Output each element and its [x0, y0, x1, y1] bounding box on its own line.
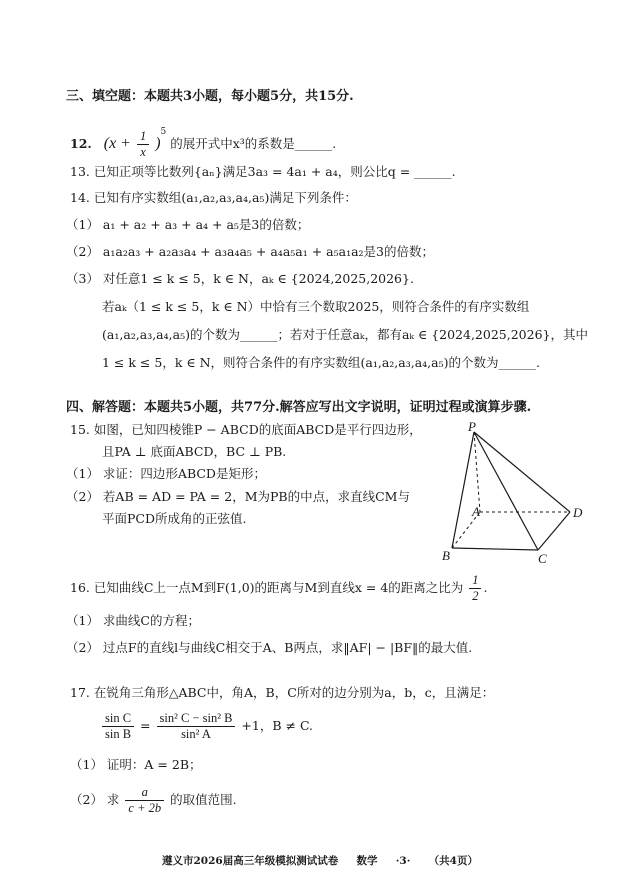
q15-part-2: （2） 若AB = AD = PA = 2，M为PB的中点，求直线CM与 — [66, 489, 410, 504]
edge-CD — [538, 512, 570, 550]
question-12 — [70, 116, 336, 160]
q16-fraction — [469, 573, 481, 604]
q17-part-2-den: c + 2b — [128, 801, 162, 815]
q17-lhs-fraction — [102, 711, 134, 742]
q12-exponent: 5 — [160, 127, 167, 137]
q15-line-1: 15. 如图，已知四棱锥P − ABCD的底面ABCD是平行四边形， — [70, 422, 422, 437]
q15-part-1: （1） 求证：四边形ABCD是矩形； — [66, 466, 266, 481]
question-14-intro: 14. 已知有序实数组(a₁,a₂,a₃,a₄,a₅)满足下列条件： — [70, 190, 357, 205]
q12-base-open: (x + — [103, 135, 131, 152]
q12-frac-den: x — [140, 145, 146, 159]
label-B: B — [442, 548, 450, 563]
q16-main: 16. 已知曲线C上一点M到F(1,0)的距离与M到直线x = 4的距离之比为 — [70, 580, 464, 595]
label-D: D — [573, 505, 583, 520]
q17-part-2-fraction — [125, 785, 164, 816]
q14-condition-1: （1） a₁ + a₂ + a₃ + a₄ + a₅是3的倍数； — [66, 217, 310, 232]
label-A: A — [472, 504, 480, 519]
pyramid-figure — [436, 420, 596, 565]
edge-PC — [474, 432, 538, 550]
q17-lhs-num: sin C — [102, 711, 134, 727]
question-13: 13. 已知正项等比数列{aₙ}满足3a₃ = 4a₁ + a₄，则公比q = ______. — [70, 164, 456, 179]
q17-part-2-num: a — [125, 785, 164, 801]
q14-line-5: (a₁,a₂,a₃,a₄,a₅)的个数为______；若对于任意aₖ，都有aₖ ∈ {2024,2025,2026}，其中 — [102, 327, 588, 342]
page-footer: 遵义市2026届高三年级模拟测试试卷 数学 ·3· （共4页） — [162, 855, 478, 867]
q17-rhs-num: sin² C − sin² B — [157, 711, 236, 727]
label-P: P — [468, 420, 476, 434]
edge-BC — [452, 548, 538, 550]
label-C: C — [538, 551, 547, 565]
q17-eq-tail: +1，B ≠ C. — [241, 718, 314, 733]
q16-part-1: （1） 求曲线C的方程； — [66, 613, 200, 628]
q17-part-2 — [70, 782, 237, 818]
q17-equals: = — [140, 718, 151, 733]
q12-number: 12. — [70, 136, 92, 151]
section-4-title: 四、解答题：本题共5小题，共77分.解答应写出文字说明，证明过程或演算步骤. — [66, 400, 532, 415]
q17-part-1: （1） 证明：A = 2B； — [70, 757, 202, 772]
q17-rhs-den: sin² A — [181, 727, 211, 741]
q17-lhs-den: sin B — [105, 727, 132, 741]
q16-end: . — [483, 580, 488, 595]
q16-frac-den: 2 — [472, 589, 479, 603]
q17-part-2-post: 的取值范围. — [170, 792, 237, 807]
q15-part-2-cont: 平面PCD所成角的正弦值. — [102, 511, 247, 526]
question-17: 17. 在锐角三角形△ABC中，角A，B，C所对的边分别为a，b，c，且满足： — [70, 685, 495, 700]
q17-part-2-pre: （2） 求 — [70, 792, 120, 807]
q12-fraction — [137, 129, 149, 160]
q14-line-4: 若aₖ（1 ≤ k ≤ 5，k ∈ N）中恰有三个数取2025，则符合条件的有序实数组 — [102, 299, 530, 314]
edge-PA-hidden — [474, 432, 480, 512]
q14-condition-2: （2） a₁a₂a₃ + a₂a₃a₄ + a₃a₄a₅ + a₄a₅a₁ + a₅a₁a₂是3的倍数； — [66, 244, 435, 259]
q15-line-2: 且PA ⊥ 底面ABCD，BC ⊥ PB. — [102, 444, 287, 459]
q12-base-close: ) — [155, 135, 161, 152]
q17-rhs-fraction — [157, 711, 236, 742]
edge-PD — [474, 432, 570, 512]
q12-text: 的展开式中x³的系数是______. — [170, 136, 337, 151]
q14-condition-3: （3） 对任意1 ≤ k ≤ 5，k ∈ N，aₖ ∈ {2024,2025,2026}. — [66, 271, 414, 286]
question-16 — [70, 572, 487, 604]
q16-part-2: （2） 过点F的直线l与曲线C相交于A、B两点，求‖AF| − |BF‖的最大值. — [66, 640, 473, 655]
q16-frac-num: 1 — [469, 573, 481, 589]
edge-PB — [452, 432, 474, 548]
q12-frac-num: 1 — [137, 129, 149, 145]
q14-line-6: 1 ≤ k ≤ 5，k ∈ N，则符合条件的有序实数组(a₁,a₂,a₃,a₄,a₅)的个数为______. — [102, 355, 540, 370]
section-3-title: 三、填空题：本题共3小题，每小题5分，共15分. — [66, 89, 354, 104]
q17-equation — [100, 708, 313, 744]
